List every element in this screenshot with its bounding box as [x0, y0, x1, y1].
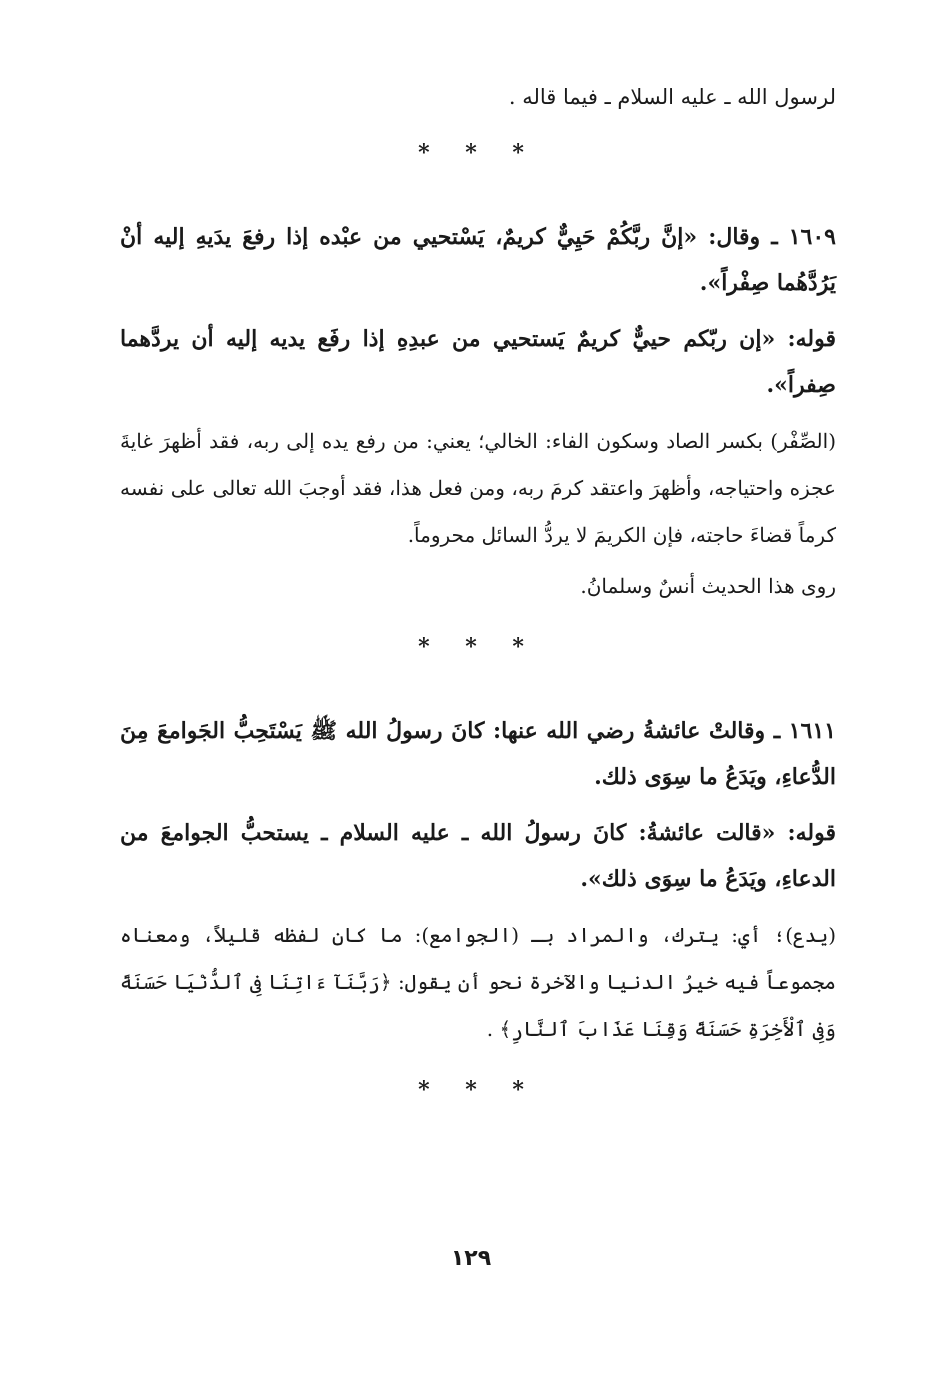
commentary-head-1611: قوله: «قالت عائشةُ: كانَ رسولُ الله ـ عليه السلام ـ يستحبُّ الجوامعَ من الدعاءِ، ويَدَعُ ما سِوَى ذلك». [120, 820, 836, 892]
commentary-paragraph: (يدع)؛ أي: يترك، والمراد بـ (الجوامع): ما كان لفظه قليلاً، ومعناه مجموعاً فيه خيرُ الدنيا والآخرة نحو أن يقول: ﴿رَبَّنَآ ءَاتِنَا فِى ٱلدُّنْيَا حَسَنَةً وَفِى ٱلْأَخِرَةِ حَسَنَةً وَقِنَا عَذَابَ ٱلنَّارِ﴾ . [120, 923, 836, 1041]
commentary-head-1609: قوله: «إن ربّكم حييٌّ كريمٌ يَستحيي من عبدِهِ إذا رفَع يديه إليه أن يردَّهما صِفراً». [120, 326, 836, 398]
continuation-line: لرسول الله ـ عليه السلام ـ فيما قاله . [508, 85, 836, 109]
commentary-paragraph: (الصِّفْر) بكسر الصاد وسكون الفاء: الخالي؛ يعني: من رفع يده إلى ربه، فقد أظهرَ غايةَ عجزه واحتياجه، وأظهرَ واعتقد كرمَ ربه، ومن فعل هذا، فقد أوجبَ الله تعالى على نفسه كرماً قضاءَ حاجته، فإن الكريمَ لا يردُّ السائل محروماً. [120, 429, 836, 547]
page-body [120, 78, 836, 1368]
hadith-1609: ١٦٠٩ ـ وقال: «إنَّ ربَّكُمْ حَيِيٌّ كريمٌ، يَسْتحيي من عبْده إذا رفعَ يدَيهِ إليه أنْ يَرُدَّهُما صِفْراً». [120, 224, 836, 296]
section-divider: * * * [418, 1077, 538, 1103]
hadith-1611: ١٦١١ ـ وقالتْ عائشةُ رضي الله عنها: كانَ رسولُ الله ﷺ يَسْتَحِبُّ الجَوامعَ مِنَ الدُّعاءِ، ويَدَعُ ما سِوَى ذلك. [120, 718, 836, 790]
narrators-line: روى هذا الحديث أنسٌ وسلمانُ. [580, 574, 836, 598]
section-divider: * * * [418, 634, 538, 660]
section-divider: * * * [418, 140, 538, 166]
page-number: ١٢٩ [450, 1246, 492, 1271]
